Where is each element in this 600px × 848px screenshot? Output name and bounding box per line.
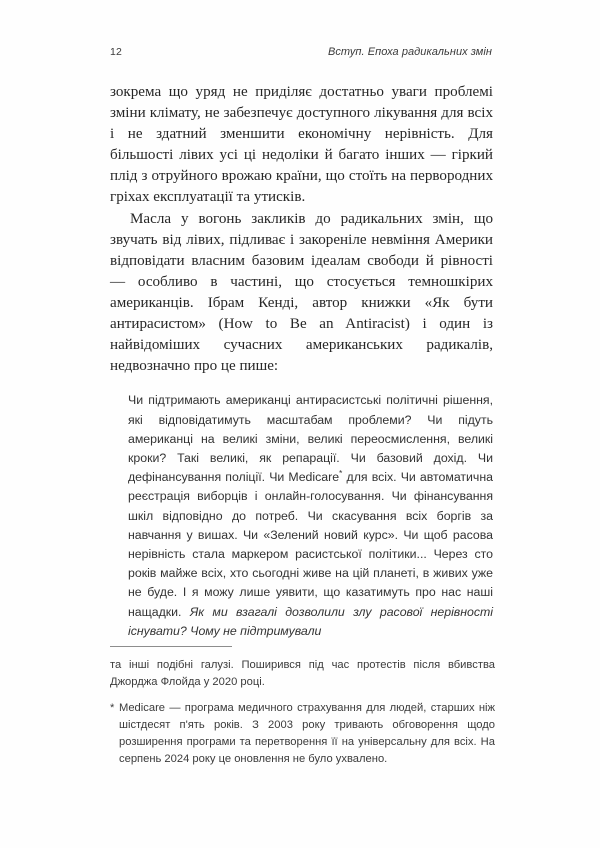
block-quotation <box>128 391 493 641</box>
running-head <box>110 46 492 62</box>
footnote-reference-marker[interactable]: * <box>339 468 343 479</box>
body-paragraph-2: Масла у вогонь закликів до радикальних змін, що звучать від лівих, підливає і закорeніле невміння Америки відповідати власним базовим ідеалам свободи й рівності — особливо в частині, що стосується темношкірих американців. Ібрам Кенді, автор книжки «Як бути антирасистом» (How to Be an Antiracist) і один із найвідоміших сучасних американських радикалів, недвозначно про це пише: <box>110 210 493 375</box>
quote-part-1: Чи підтримають американці антирасистські політичні рішення, які відповідатимуть масштабам проблеми? Чи підуть американці на великі зміни, великі переосмислення, великі кроки? Такі великі, як репарації. Чи базовий дохід. Чи дефінансування поліції. Чи Medicare <box>128 393 493 485</box>
page-number: 12 <box>110 46 123 58</box>
quote-part-2: для всіх. Чи автоматична реєстрація виборців і онлайн-голосування. Чи фінансування шкіл відповідно до потреб. Чи скасування всіх боргів за навчання у вишах. Чи «Зелений новий курс». Чи щоб расова нерівність стала маркером расистської політики... Через сто років майже всіх, хто сьогодні живе на цій планеті, в живих уже не буде. І я можу лише уявити, що казатимуть про нас наші нащадки. <box>128 470 493 619</box>
footnote-continuation: та інші подібні галузі. Поширився під час протестів після вбивства Джорджа Флойда у 2020 році. <box>110 659 495 689</box>
footnote-item <box>110 700 495 768</box>
footnote-area <box>110 646 495 769</box>
chapter-title: Вступ. Епоха радикальних змін <box>327 46 492 58</box>
main-text-column <box>110 82 493 641</box>
footnote-separator-rule <box>110 646 232 647</box>
quotation-text <box>128 391 493 641</box>
footnote-text: Medicare — програма медичного страхування для людей, старших ніж шістдесят п'ять років. З 2003 року тривають обговорення щодо розширення програми та перетворення її на універсальну для всіх. На серпень 2024 року це оновлення не було ухвалено. <box>119 702 495 766</box>
footnote-marker: * <box>110 702 115 715</box>
quote-part-3-italic: Як ми взагалі дозволили злу расової нерівності існувати? Чому не підтримували <box>128 604 493 638</box>
body-paragraph-1: зокрема що уряд не приділяє достатньо уваги проблемі зміни клімату, не забезпечує доступного лікування для всіх і не здатний зменшити економічну нерівність. Для більшості лівих усі ці недоліки й багато інших — гіркий плід з отруйного врожаю країни, що стоїть на первородних гріхах експлуатації та утисків. <box>110 84 493 206</box>
